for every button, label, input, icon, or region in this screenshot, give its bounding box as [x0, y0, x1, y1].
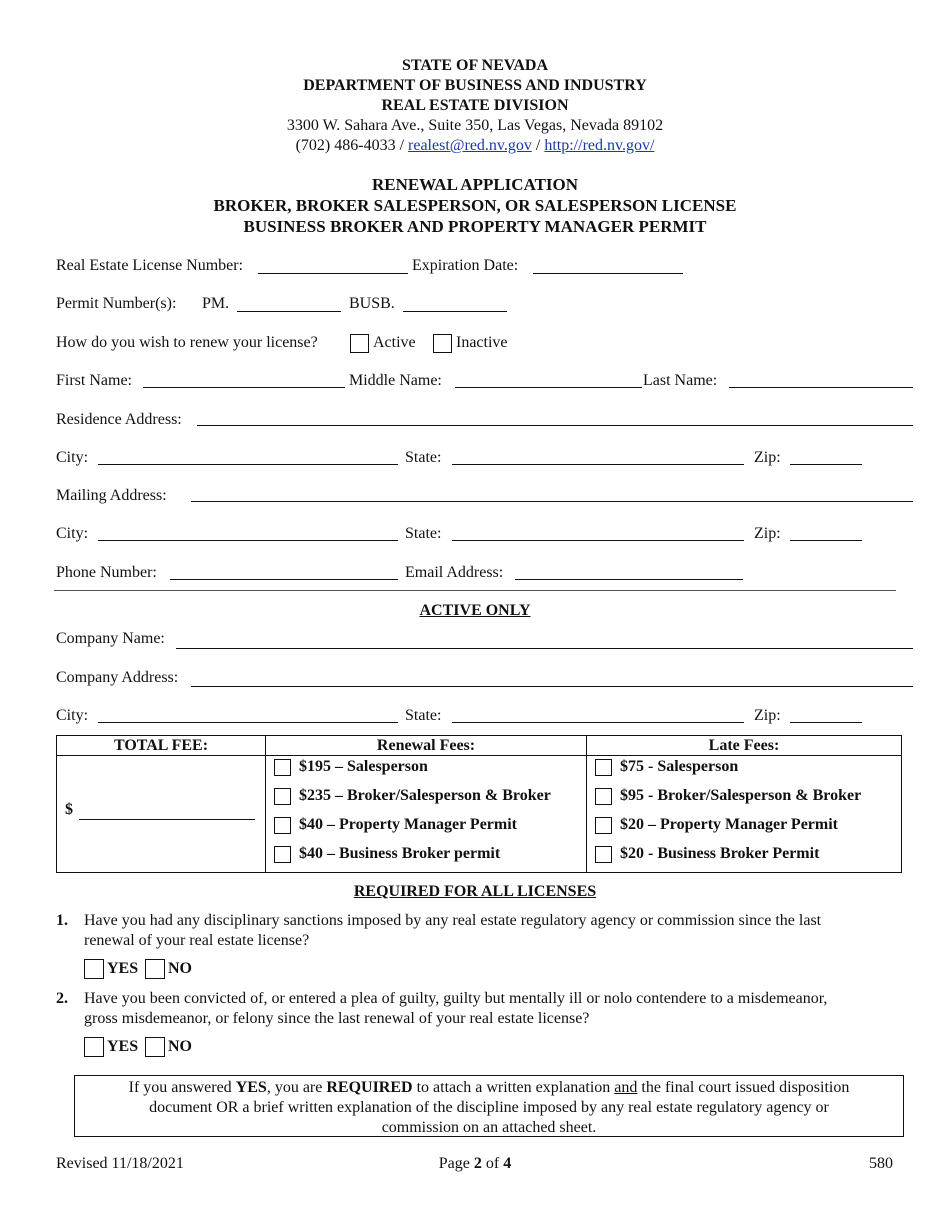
- city-label: City:: [56, 449, 89, 466]
- company-address-field[interactable]: [191, 686, 913, 687]
- q1-no-label: NO: [168, 960, 192, 977]
- company-city-field[interactable]: [98, 722, 398, 723]
- mailing-city-field[interactable]: [98, 540, 398, 541]
- website-link[interactable]: http://red.nv.gov/: [544, 137, 655, 154]
- email-address-field[interactable]: [515, 579, 743, 580]
- late-fee-checkbox[interactable]: [595, 759, 612, 776]
- instructions-line-3: commission on an attached sheet.: [381, 1119, 597, 1136]
- question-2-text: Have you been convicted of, or entered a plea of guilty, guilty but mentally ill or nolo contendere to a misdemeanor,: [84, 990, 828, 1007]
- first-name-field[interactable]: [143, 387, 345, 388]
- busb-field[interactable]: [403, 311, 507, 312]
- first-name-label: First Name:: [56, 372, 132, 389]
- dollar-sign: $: [65, 801, 73, 818]
- pm-field[interactable]: [237, 311, 341, 312]
- renewal-fee-checkbox[interactable]: [274, 817, 291, 834]
- state-label: State:: [405, 707, 442, 724]
- renewal-fee-checkbox[interactable]: [274, 846, 291, 863]
- section-divider: [54, 590, 896, 591]
- note-text: the final court issued disposition: [637, 1079, 850, 1096]
- mailing-state-field[interactable]: [452, 540, 744, 541]
- q1-yes-label: YES: [107, 960, 139, 977]
- instructions-line-2: document OR a brief written explanation of the discipline imposed by any real estate regulatory agency or: [149, 1099, 829, 1116]
- renewal-fee-label: $235 – Broker/Salesperson & Broker: [299, 787, 551, 804]
- renewal-fee-checkbox[interactable]: [274, 759, 291, 776]
- form-subtitle-2: BUSINESS BROKER AND PROPERTY MANAGER PERMIT: [243, 217, 707, 236]
- expiration-date-field[interactable]: [533, 273, 683, 274]
- renewal-fee-checkbox[interactable]: [274, 788, 291, 805]
- question-1-number: 1.: [56, 912, 68, 929]
- renewal-fee-label: $40 – Property Manager Permit: [299, 816, 518, 833]
- company-name-label: Company Name:: [56, 630, 165, 647]
- page-number: [0, 1155, 950, 1173]
- pm-label: PM.: [202, 295, 230, 312]
- division-address: 3300 W. Sahara Ave., Suite 350, Las Vegas, Nevada 89102: [286, 117, 664, 134]
- mailing-address-field[interactable]: [191, 501, 913, 502]
- note-required: REQUIRED: [326, 1079, 413, 1096]
- form-subtitle: BROKER, BROKER SALESPERSON, OR SALESPERSON LICENSE: [213, 196, 737, 215]
- late-fee-checkbox[interactable]: [595, 817, 612, 834]
- city-label: City:: [56, 525, 89, 542]
- last-name-field[interactable]: [729, 387, 913, 388]
- residence-state-field[interactable]: [452, 464, 744, 465]
- expiration-date-label: Expiration Date:: [412, 257, 519, 274]
- city-label: City:: [56, 707, 89, 724]
- company-address-label: Company Address:: [56, 669, 179, 686]
- phone: (702) 486-4033: [295, 137, 396, 154]
- fees-table: [56, 735, 902, 873]
- permit-numbers-label: Permit Number(s):: [56, 295, 177, 312]
- inactive-label: Inactive: [456, 334, 508, 351]
- note-text: to attach a written explanation: [412, 1079, 615, 1096]
- page-of: of: [485, 1155, 500, 1172]
- q2-no-checkbox[interactable]: [145, 1037, 165, 1057]
- zip-label: Zip:: [754, 525, 781, 542]
- q2-no-label: NO: [168, 1038, 192, 1055]
- active-checkbox[interactable]: [350, 334, 369, 353]
- residence-address-label: Residence Address:: [56, 411, 182, 428]
- late-fee-label: $75 - Salesperson: [620, 758, 739, 775]
- renewal-fee-label: $195 – Salesperson: [299, 758, 428, 775]
- separator: /: [535, 137, 541, 154]
- email-address-label: Email Address:: [405, 564, 504, 581]
- q1-yes-checkbox[interactable]: [84, 959, 104, 979]
- total-fee-field[interactable]: [79, 819, 255, 820]
- late-fee-label: $95 - Broker/Salesperson & Broker: [620, 787, 862, 804]
- renewal-fees-cell: [266, 756, 586, 872]
- late-fees-header: Late Fees:: [587, 736, 902, 756]
- question-2-text-cont: gross misdemeanor, or felony since the last renewal of your real estate license?: [84, 1010, 590, 1027]
- residence-zip-field[interactable]: [790, 464, 862, 465]
- zip-label: Zip:: [754, 707, 781, 724]
- note-text: , you are: [266, 1079, 327, 1096]
- inactive-checkbox[interactable]: [433, 334, 452, 353]
- question-1-text-cont: renewal of your real estate license?: [84, 932, 310, 949]
- phone-number-label: Phone Number:: [56, 564, 157, 581]
- page-word: Page: [438, 1155, 470, 1172]
- renew-question: How do you wish to renew your license?: [56, 334, 318, 351]
- middle-name-label: Middle Name:: [349, 372, 442, 389]
- page-current: 2: [473, 1155, 482, 1172]
- company-name-field[interactable]: [176, 648, 913, 649]
- note-and: and: [614, 1079, 638, 1096]
- instructions-line-1: [75, 1078, 903, 1098]
- email-link[interactable]: realest@red.nv.gov: [408, 137, 532, 154]
- renewal-fees-header: Renewal Fees:: [266, 736, 587, 756]
- late-fee-checkbox[interactable]: [595, 846, 612, 863]
- middle-name-field[interactable]: [455, 387, 642, 388]
- late-fee-checkbox[interactable]: [595, 788, 612, 805]
- last-name-label: Last Name:: [643, 372, 718, 389]
- required-heading: REQUIRED FOR ALL LICENSES: [353, 883, 597, 900]
- active-only-heading: ACTIVE ONLY: [419, 602, 531, 619]
- license-number-field[interactable]: [258, 273, 408, 274]
- state-name: STATE OF NEVADA: [401, 57, 549, 74]
- license-number-label: Real Estate License Number:: [56, 257, 244, 274]
- mailing-zip-field[interactable]: [790, 540, 862, 541]
- late-fee-label: $20 – Property Manager Permit: [620, 816, 839, 833]
- note-text: If you answered: [128, 1079, 236, 1096]
- contact-line: [0, 137, 950, 155]
- q2-yes-checkbox[interactable]: [84, 1037, 104, 1057]
- total-fee-cell: [57, 756, 265, 872]
- state-label: State:: [405, 525, 442, 542]
- revised-date: Revised 11/18/2021: [56, 1155, 184, 1172]
- department-name: DEPARTMENT OF BUSINESS AND INDUSTRY: [303, 77, 647, 94]
- zip-label: Zip:: [754, 449, 781, 466]
- residence-address-field[interactable]: [197, 425, 913, 426]
- late-fee-label: $20 - Business Broker Permit: [620, 845, 820, 862]
- division-name: REAL ESTATE DIVISION: [381, 97, 569, 114]
- company-state-field[interactable]: [452, 722, 744, 723]
- phone-number-field[interactable]: [170, 579, 398, 580]
- form-title: RENEWAL APPLICATION: [371, 175, 579, 194]
- state-label: State:: [405, 449, 442, 466]
- note-yes: YES: [235, 1079, 267, 1096]
- company-zip-field[interactable]: [790, 722, 862, 723]
- renewal-fee-label: $40 – Business Broker permit: [299, 845, 501, 862]
- q2-yes-label: YES: [107, 1038, 139, 1055]
- form-number: 580: [869, 1155, 893, 1172]
- active-label: Active: [373, 334, 416, 351]
- q1-no-checkbox[interactable]: [145, 959, 165, 979]
- page-total: 4: [503, 1155, 512, 1172]
- busb-label: BUSB.: [349, 295, 395, 312]
- late-fees-cell: [587, 756, 901, 872]
- total-fee-header: TOTAL FEE:: [57, 736, 266, 756]
- mailing-address-label: Mailing Address:: [56, 487, 167, 504]
- question-1-text: Have you had any disciplinary sanctions imposed by any real estate regulatory agency or commission since the last: [84, 912, 822, 929]
- residence-city-field[interactable]: [98, 464, 398, 465]
- separator: /: [399, 137, 405, 154]
- instructions-box: [74, 1075, 904, 1137]
- question-2-number: 2.: [56, 990, 68, 1007]
